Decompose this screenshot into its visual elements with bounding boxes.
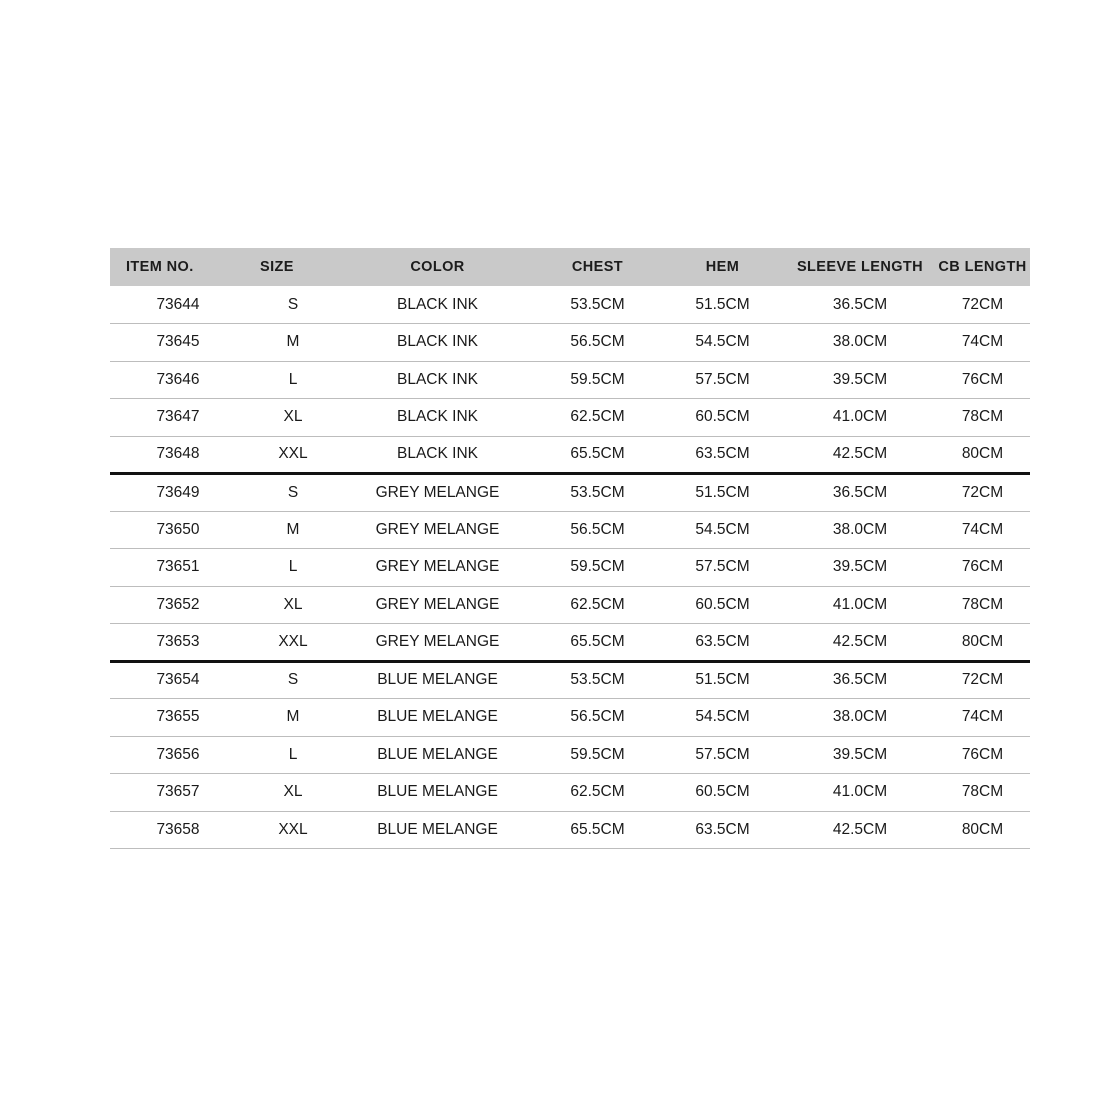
cell-item-no: 73658 — [156, 820, 200, 838]
cell-cb-length: 72CM — [961, 483, 1004, 501]
cell-cb-length: 76CM — [961, 370, 1004, 388]
table-row — [110, 549, 1030, 587]
cell-cb-length: 80CM — [961, 445, 1004, 463]
column-header-sleeve-length: SLEEVE LENGTH — [796, 259, 924, 275]
cell-chest: 65.5CM — [570, 445, 625, 463]
cell-size: XL — [283, 783, 303, 801]
table-row — [110, 736, 1030, 774]
cell-hem: 60.5CM — [695, 783, 750, 801]
table-row — [110, 324, 1030, 362]
table-row — [110, 436, 1030, 474]
cell-sleeve-length: 38.0CM — [832, 333, 888, 351]
cell-size: S — [287, 483, 299, 501]
cell-size: M — [286, 520, 300, 538]
cell-sleeve-length: 38.0CM — [832, 708, 888, 726]
cell-item-no: 73645 — [156, 333, 200, 351]
cell-sleeve-length: 36.5CM — [832, 483, 888, 501]
cell-chest: 53.5CM — [570, 671, 625, 689]
table-row — [110, 586, 1030, 624]
cell-cb-length: 72CM — [961, 671, 1004, 689]
cell-size: XXL — [278, 445, 308, 463]
cell-size: L — [288, 370, 298, 388]
column-header-hem: HEM — [705, 259, 740, 275]
cell-item-no: 73647 — [156, 408, 200, 426]
cell-color: GREY MELANGE — [375, 483, 500, 501]
cell-chest: 62.5CM — [570, 783, 625, 801]
cell-item-no: 73652 — [156, 595, 200, 613]
cell-hem: 60.5CM — [695, 408, 750, 426]
cell-hem: 57.5CM — [695, 558, 750, 576]
cell-item-no: 73656 — [156, 745, 200, 763]
cell-hem: 63.5CM — [695, 820, 750, 838]
cell-size: XL — [283, 595, 303, 613]
cell-chest: 53.5CM — [570, 295, 625, 313]
cell-cb-length: 74CM — [961, 708, 1004, 726]
table-row — [110, 399, 1030, 437]
cell-color: BLUE MELANGE — [377, 783, 498, 801]
cell-chest: 62.5CM — [570, 408, 625, 426]
cell-item-no: 73651 — [156, 558, 200, 576]
cell-color: GREY MELANGE — [375, 632, 500, 650]
cell-hem: 63.5CM — [695, 445, 750, 463]
cell-sleeve-length: 42.5CM — [832, 445, 888, 463]
cell-color: BLACK INK — [397, 370, 478, 388]
cell-cb-length: 78CM — [961, 595, 1004, 613]
cell-chest: 65.5CM — [570, 820, 625, 838]
column-header-cb-length: CB LENGTH — [938, 259, 1027, 275]
cell-color: GREY MELANGE — [375, 520, 500, 538]
cell-color: GREY MELANGE — [375, 558, 500, 576]
table-row — [110, 811, 1030, 849]
cell-cb-length: 80CM — [961, 632, 1004, 650]
cell-cb-length: 76CM — [961, 558, 1004, 576]
table-row — [110, 474, 1030, 512]
cell-sleeve-length: 42.5CM — [832, 632, 888, 650]
cell-color: BLACK INK — [397, 295, 478, 313]
cell-color: BLACK INK — [397, 333, 478, 351]
cell-sleeve-length: 42.5CM — [832, 820, 888, 838]
cell-color: BLACK INK — [397, 445, 478, 463]
cell-chest: 56.5CM — [570, 708, 625, 726]
cell-sleeve-length: 39.5CM — [832, 745, 888, 763]
cell-size: S — [287, 671, 299, 689]
size-chart-container — [110, 248, 1027, 849]
cell-sleeve-length: 41.0CM — [832, 408, 888, 426]
cell-hem: 60.5CM — [695, 595, 750, 613]
cell-chest: 56.5CM — [570, 333, 625, 351]
cell-size: L — [288, 745, 298, 763]
table-row — [110, 699, 1030, 737]
cell-chest: 62.5CM — [570, 595, 625, 613]
cell-color: BLUE MELANGE — [377, 708, 498, 726]
size-chart-table — [110, 248, 1030, 849]
cell-hem: 51.5CM — [695, 483, 750, 501]
cell-item-no: 73654 — [156, 671, 200, 689]
cell-item-no: 73649 — [156, 483, 200, 501]
cell-chest: 59.5CM — [570, 745, 625, 763]
cell-item-no: 73657 — [156, 783, 200, 801]
cell-size: L — [288, 558, 298, 576]
table-row — [110, 774, 1030, 812]
table-row — [110, 661, 1030, 699]
table-row — [110, 511, 1030, 549]
cell-size: S — [287, 295, 299, 313]
table-header-row — [110, 248, 1030, 286]
cell-cb-length: 72CM — [961, 295, 1004, 313]
cell-hem: 54.5CM — [695, 333, 750, 351]
cell-color: BLUE MELANGE — [377, 745, 498, 763]
cell-size: XL — [283, 408, 303, 426]
cell-cb-length: 74CM — [961, 520, 1004, 538]
cell-item-no: 73655 — [156, 708, 200, 726]
cell-cb-length: 80CM — [961, 820, 1004, 838]
table-row — [110, 624, 1030, 662]
cell-item-no: 73646 — [156, 370, 200, 388]
cell-chest: 53.5CM — [570, 483, 625, 501]
cell-hem: 57.5CM — [695, 745, 750, 763]
cell-hem: 57.5CM — [695, 370, 750, 388]
cell-hem: 54.5CM — [695, 520, 750, 538]
cell-hem: 51.5CM — [695, 295, 750, 313]
cell-size: M — [286, 333, 300, 351]
cell-color: GREY MELANGE — [375, 595, 500, 613]
cell-chest: 65.5CM — [570, 632, 625, 650]
cell-size: XXL — [278, 632, 308, 650]
cell-color: BLUE MELANGE — [377, 671, 498, 689]
cell-color: BLACK INK — [397, 408, 478, 426]
cell-hem: 54.5CM — [695, 708, 750, 726]
column-header-chest: CHEST — [571, 259, 624, 275]
table-row — [110, 286, 1030, 324]
cell-sleeve-length: 36.5CM — [832, 295, 888, 313]
cell-cb-length: 78CM — [961, 408, 1004, 426]
column-header-item-no: ITEM NO. — [126, 259, 194, 275]
cell-sleeve-length: 36.5CM — [832, 671, 888, 689]
column-header-size: SIZE — [260, 259, 294, 275]
cell-size: XXL — [278, 820, 308, 838]
cell-sleeve-length: 38.0CM — [832, 520, 888, 538]
cell-chest: 56.5CM — [570, 520, 625, 538]
cell-hem: 51.5CM — [695, 671, 750, 689]
cell-item-no: 73644 — [156, 295, 200, 313]
cell-hem: 63.5CM — [695, 632, 750, 650]
cell-item-no: 73650 — [156, 520, 200, 538]
cell-cb-length: 78CM — [961, 783, 1004, 801]
cell-size: M — [286, 708, 300, 726]
table-header — [110, 248, 1030, 286]
cell-chest: 59.5CM — [570, 370, 625, 388]
cell-cb-length: 76CM — [961, 745, 1004, 763]
cell-cb-length: 74CM — [961, 333, 1004, 351]
cell-sleeve-length: 39.5CM — [832, 558, 888, 576]
cell-sleeve-length: 41.0CM — [832, 783, 888, 801]
cell-sleeve-length: 39.5CM — [832, 370, 888, 388]
table-body — [110, 286, 1030, 849]
table-row — [110, 361, 1030, 399]
column-header-color: COLOR — [410, 259, 465, 275]
cell-sleeve-length: 41.0CM — [832, 595, 888, 613]
cell-chest: 59.5CM — [570, 558, 625, 576]
cell-item-no: 73653 — [156, 632, 200, 650]
cell-item-no: 73648 — [156, 445, 200, 463]
cell-color: BLUE MELANGE — [377, 820, 498, 838]
